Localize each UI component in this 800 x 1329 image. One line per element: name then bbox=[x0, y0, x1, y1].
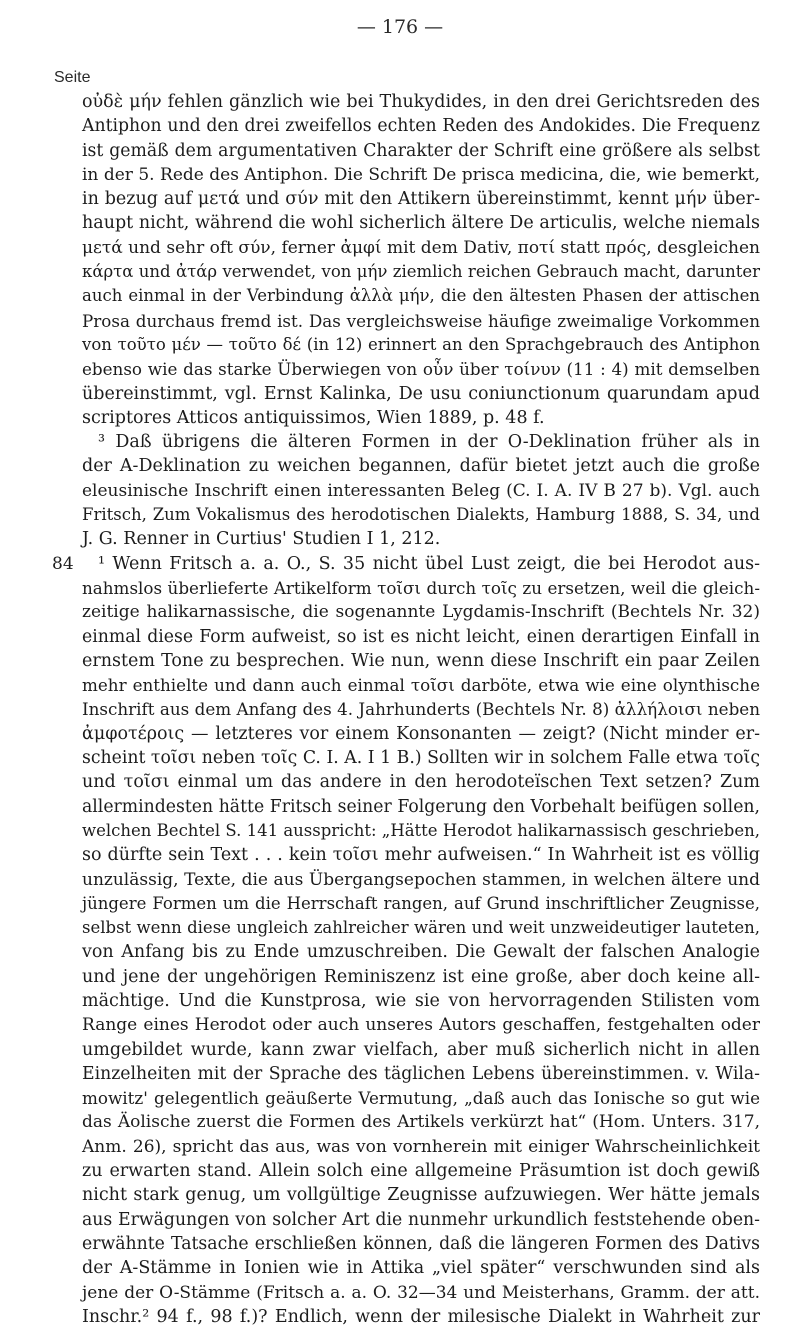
line-text: Antiphon und den drei zweifellos echten Reden des Andokides. Die Frequenz bbox=[82, 116, 760, 137]
line-text: Range eines Herodot oder auch unseres Autors geschaffen, festgehalten oder bbox=[82, 1015, 760, 1036]
text-line bbox=[82, 527, 760, 551]
text-line bbox=[82, 1208, 760, 1232]
line-text: der A-Deklination zu weichen begannen, dafür bietet jetzt auch die große bbox=[82, 456, 760, 477]
text-line bbox=[82, 649, 760, 673]
text-line bbox=[82, 1159, 760, 1183]
text-line bbox=[82, 1232, 760, 1256]
text-line bbox=[82, 284, 760, 308]
text-line bbox=[82, 770, 760, 794]
text-line bbox=[82, 916, 760, 940]
text-line bbox=[82, 940, 760, 964]
footnote-text-block bbox=[52, 90, 760, 1329]
text-line bbox=[82, 819, 760, 843]
line-text: ist gemäß dem argumentativen Charakter der Schrift eine größere als selbst bbox=[82, 140, 760, 161]
line-text: unzulässig, Texte, die aus Übergangsepochen stammen, in welchen ältere und bbox=[82, 869, 760, 890]
margin-label-seite: Seite bbox=[54, 69, 91, 86]
line-text: Fritsch, Zum Vokalismus des herodotischen Dialekts, Hamburg 1888, S. 34, und bbox=[82, 505, 760, 525]
page-number: — 176 — bbox=[356, 16, 444, 38]
line-text: mächtige. Und die Kunstprosa, wie sie von hervorragenden Stilisten vom bbox=[82, 990, 760, 1011]
line-text: jüngere Formen um die Herrschaft rangen, auf Grund inschriftlicher Zeugnisse, bbox=[82, 893, 760, 913]
text-line bbox=[82, 454, 760, 478]
line-text: ebenso wie das starke Überwiegen von οὖν über τοίνυν (11 : 4) mit demselben bbox=[82, 359, 760, 380]
text-line bbox=[82, 989, 760, 1013]
line-text: erwähnte Tatsache erschließen können, daß die längeren Formen des Dativs bbox=[82, 1233, 760, 1254]
text-line bbox=[82, 114, 760, 138]
line-text: übereinstimmt, vgl. Ernst Kalinka, De usu coniunctionum quarundam apud bbox=[82, 383, 760, 404]
text-line bbox=[82, 479, 760, 503]
line-text: so dürfte sein Text . . . kein τοῖσι mehr aufweisen.“ In Wahrheit ist es völlig bbox=[82, 845, 760, 866]
text-line bbox=[82, 1038, 760, 1062]
line-text: scheint τοῖσι neben τοῖς C. I. A. I 1 B.) Sollten wir in solchem Falle etwa τοῖς bbox=[82, 748, 760, 769]
text-line bbox=[82, 868, 760, 892]
line-text: und jene der ungehörigen Reminiszenz ist eine große, aber doch keine all- bbox=[82, 966, 760, 987]
text-line bbox=[82, 187, 760, 211]
text-line bbox=[82, 1062, 760, 1086]
line-text: mowitz' gelegentlich geäußerte Vermutung, „daß auch das Ionische so gut wie bbox=[82, 1088, 760, 1109]
line-text: μετά und sehr oft σύν, ferner ἀμφί mit dem Dativ, ποτί statt πρός, desgleichen bbox=[82, 237, 760, 258]
line-text: Inschrift aus dem Anfang des 4. Jahrhunderts (Bechtels Nr. 8) ἀλλήλοισι neben bbox=[82, 699, 760, 720]
text-line bbox=[82, 260, 760, 284]
line-text: und τοῖσι einmal um das andere in den herodoteïschen Text setzen? Zum bbox=[82, 772, 760, 793]
text-line bbox=[82, 1110, 760, 1134]
line-text: welchen Bechtel S. 141 ausspricht: „Hätte Herodot halikarnassisch geschrieben, bbox=[82, 820, 760, 840]
line-text: das Äolische zuerst die Formen des Artikels verkürzt hat“ (Hom. Unters. 317, bbox=[82, 1112, 760, 1133]
text-line bbox=[82, 430, 760, 454]
text-line bbox=[82, 1281, 760, 1305]
text-line bbox=[82, 382, 760, 406]
line-text: nicht stark genug, um vollgültige Zeugnisse aufzuwiegen. Wer hätte jemals bbox=[82, 1185, 760, 1206]
line-text: eleusinische Inschrift einen interessanten Beleg (C. I. A. IV B 27 b). Vgl. auch bbox=[82, 480, 760, 501]
text-line bbox=[82, 163, 760, 187]
text-line bbox=[82, 503, 760, 527]
text-line bbox=[82, 746, 760, 770]
line-text: ἀμφοτέροις — letzteres vor einem Konsonanten — zeigt? (Nicht minder er- bbox=[82, 723, 760, 744]
text-line bbox=[82, 139, 760, 163]
line-text: jene der O-Stämme (Fritsch a. a. O. 32—34 und Meisterhans, Gramm. der att. bbox=[82, 1282, 760, 1303]
line-text: nahmslos überlieferte Artikelform τοῖσι durch τοῖς zu ersetzen, weil die gleich- bbox=[82, 577, 760, 598]
line-text: ¹ Wenn Fritsch a. a. O., S. 35 nicht übel Lust zeigt, die bei Herodot aus- bbox=[98, 553, 760, 574]
line-text: einmal diese Form aufweist, so ist es nicht leicht, einen derartigen Einfall in bbox=[82, 626, 760, 647]
line-text: Einzelheiten mit der Sprache des täglichen Lebens übereinstimmen. v. Wila- bbox=[82, 1063, 760, 1084]
line-text: ernstem Tone zu besprechen. Wie nun, wenn diese Inschrift ein paar Zeilen bbox=[82, 650, 760, 671]
text-line bbox=[82, 406, 760, 430]
text-line bbox=[82, 90, 760, 114]
line-text: Inschr.² 94 f., 98 f.)? Endlich, wenn der milesische Dialekt in Wahrheit zur bbox=[82, 1306, 760, 1327]
text-line bbox=[82, 697, 760, 721]
line-text: von Anfang bis zu Ende umzuschreiben. Die Gewalt der falschen Analogie bbox=[82, 942, 760, 963]
text-line bbox=[82, 1305, 760, 1329]
text-line bbox=[82, 843, 760, 867]
text-line bbox=[82, 1013, 760, 1037]
text-line bbox=[82, 795, 760, 819]
line-text: Prosa durchaus fremd ist. Das vergleichsweise häufige zweimalige Vorkommen bbox=[82, 310, 760, 331]
text-line bbox=[52, 552, 760, 576]
text-line bbox=[82, 1256, 760, 1280]
text-line bbox=[82, 600, 760, 624]
text-line bbox=[82, 357, 760, 381]
line-text: selbst wenn diese ungleich zahlreicher wären und weit unzweideutiger lauteten, bbox=[82, 918, 760, 938]
text-line bbox=[82, 576, 760, 600]
text-line bbox=[82, 722, 760, 746]
text-line bbox=[82, 965, 760, 989]
text-line bbox=[82, 892, 760, 916]
line-text: aus Erwägungen von solcher Art die nunmehr urkundlich feststehende oben- bbox=[82, 1209, 760, 1230]
line-text: οὐδὲ μήν fehlen gänzlich wie bei Thukydides, in den drei Gerichtsreden des bbox=[82, 92, 760, 112]
line-text: scriptores Atticos antiquissimos, Wien 1889, p. 48 f. bbox=[82, 407, 545, 428]
line-text: in bezug auf μετά und σύν mit den Attikern übereinstimmt, kennt μήν über- bbox=[82, 189, 760, 210]
line-text: haupt nicht, während die wohl sicherlich ältere De articulis, welche niemals bbox=[82, 213, 760, 234]
text-line bbox=[82, 236, 760, 260]
line-text: allermindesten hätte Fritsch seiner Folgerung den Vorbehalt beifügen sollen, bbox=[82, 796, 760, 817]
text-line bbox=[82, 1086, 760, 1110]
line-text: zeitige halikarnassische, die sogenannte Lygdamis-Inschrift (Bechtels Nr. 32) bbox=[82, 602, 760, 623]
line-text: ³ Daß übrigens die älteren Formen in der O-Deklination früher als in bbox=[98, 432, 760, 453]
line-text: von τοῦτο μέν — τοῦτο δέ (in 12) erinnert an den Sprachgebrauch des Antiphon bbox=[82, 334, 760, 354]
text-line bbox=[82, 309, 760, 333]
text-line bbox=[82, 673, 760, 697]
text-line bbox=[82, 211, 760, 235]
line-text: κάρτα und ἀτάρ verwendet, von μήν ziemlich reichen Gebrauch macht, darunter bbox=[82, 262, 760, 282]
line-text: der A-Stämme in Ionien wie in Attika „viel später“ verschwunden sind als bbox=[82, 1258, 760, 1279]
line-text: Anm. 26), spricht das aus, was von vornherein mit einiger Wahrscheinlichkeit bbox=[82, 1136, 760, 1157]
line-text: umgebildet wurde, kann zwar vielfach, aber muß sicherlich nicht in allen bbox=[82, 1039, 760, 1060]
margin-reference-number: 84 bbox=[52, 553, 74, 574]
line-text: J. G. Renner in Curtius' Studien I 1, 212. bbox=[82, 529, 441, 550]
line-text: in der 5. Rede des Antiphon. Die Schrift De prisca medicina, die, wie bemerkt, bbox=[82, 164, 760, 185]
line-text: zu erwarten stand. Allein solch eine allgemeine Präsumtion ist doch gewiß bbox=[82, 1161, 760, 1182]
text-line bbox=[82, 1183, 760, 1207]
text-line bbox=[82, 333, 760, 357]
text-line bbox=[82, 1135, 760, 1159]
line-text: auch einmal in der Verbindung ἀλλὰ μήν, die den ältesten Phasen der attischen bbox=[82, 286, 760, 306]
line-text: mehr enthielte und dann auch einmal τοῖσι darböte, etwa wie eine olynthische bbox=[82, 675, 760, 696]
text-line bbox=[82, 625, 760, 649]
